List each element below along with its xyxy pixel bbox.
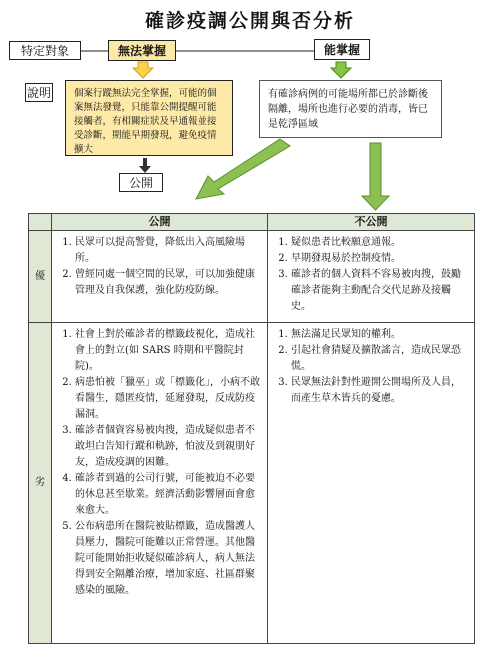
- target-label: 特定對象: [9, 41, 81, 60]
- list-item: 2. 病患怕被「獵巫」或「標籤化」，小病不敢看醫生，隱匿疫情，延遲發現，反成防疫漏洞。: [75, 375, 262, 423]
- note-label: 說明: [25, 83, 53, 102]
- list-item: 2. 曾經同處一個空間的民眾，可以加強健康管理及自我保護，強化防疫防線。: [75, 267, 262, 299]
- con-public-cell: [52, 323, 268, 644]
- list-item: 1. 社會上對於確診者的標籤歧視化，造成社會上的對立(如 SARS 時期和平醫院封院)。: [75, 327, 262, 375]
- list-item: 1. 疑似患者比較願意通報。: [291, 235, 469, 251]
- con-private-cell: [268, 323, 475, 644]
- list-item: 1. 民眾可以提高警覺，降低出入高風險場所。: [75, 235, 262, 267]
- header-public: 公開: [52, 214, 268, 231]
- analysis-table: [28, 213, 475, 644]
- header-empty: [29, 214, 52, 231]
- list-item: 3. 民眾無法針對性避開公開場所及人員，而產生草木皆兵的憂慮。: [291, 375, 469, 407]
- row-con-label: 劣: [29, 323, 52, 644]
- down-arrow-green-large: [362, 143, 389, 210]
- public-result-box: 公開: [119, 173, 163, 192]
- down-arrow-green: [331, 62, 351, 78]
- unable-box: 無法掌握: [108, 40, 176, 61]
- row-pro-label: 優: [29, 231, 52, 323]
- down-arrow-small: [139, 158, 151, 173]
- list-item: 4. 確診者到過的公司行號，可能被迫不必要的休息甚至歇業。經濟活動影響層面會愈來愈大。: [75, 471, 262, 519]
- list-item: 2. 早期發現易於控制疫情。: [291, 251, 469, 267]
- header-private: 不公開: [268, 214, 475, 231]
- list-item: 3. 確診者的個人資料不容易被肉搜，鼓勵確診者能夠主動配合交代足跡及接觸史。: [291, 267, 469, 315]
- unable-note: 個案行蹤無法完全掌握，可能的個案無法發覺，只能靠公開提醒可能接觸者，有相關症狀及早通報並接受診斷，期能早期發現，避免疫情擴大: [65, 80, 233, 156]
- down-arrow-yellow: [133, 62, 153, 78]
- list-item: 3. 確診者個資容易被肉搜，造成疑似患者不敢坦白告知行蹤和軌跡，怕波及到親朋好友，造成疫調的困難。: [75, 423, 262, 471]
- able-note: 有確診病例的可能場所都已於診斷後隔離，場所也進行必要的消毒，皆已是乾淨區域: [259, 80, 442, 138]
- pro-private-cell: [268, 231, 475, 323]
- page-title: 確診疫調公開與否分析: [144, 10, 355, 32]
- list-item: 2. 引起社會猜疑及擴散謠言，造成民眾恐慌。: [291, 343, 469, 375]
- pro-public-cell: [52, 231, 268, 323]
- list-item: 1. 無法滿足民眾知的權利。: [291, 327, 469, 343]
- able-box: 能掌握: [314, 39, 370, 60]
- list-item: 5. 公布病患所在醫院被貼標籤，造成醫護人員壓力，醫院可能難以正常營運。其他醫院可能開始拒收疑似確診病人，病人無法得到安全隔離治療，增加家庭、社區群聚感染的風險。: [75, 519, 262, 599]
